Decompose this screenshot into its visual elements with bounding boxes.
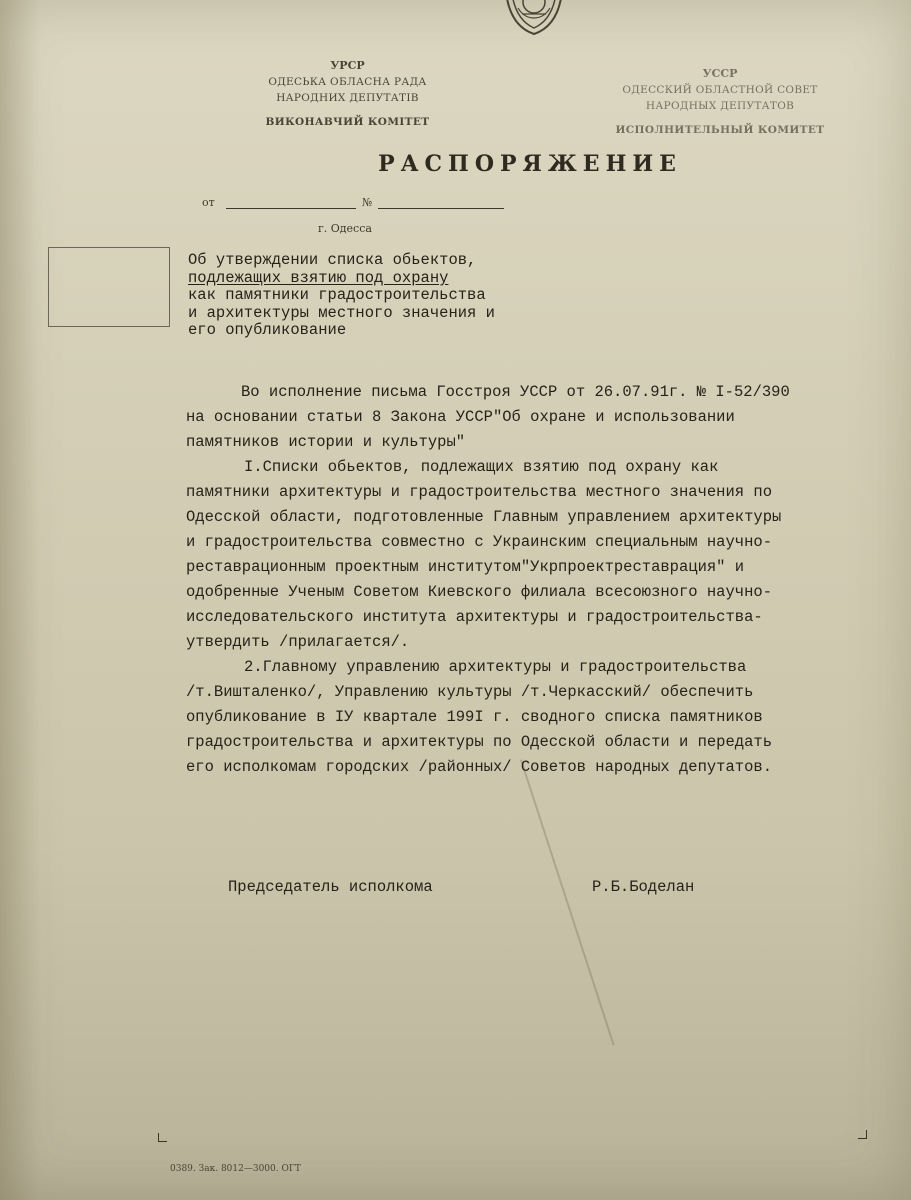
state-emblem-icon xyxy=(500,0,568,38)
signature-block xyxy=(228,878,728,896)
header-left xyxy=(235,58,460,130)
body-line: памятников истории и культуры" xyxy=(186,433,466,451)
crop-mark-bottom-right xyxy=(858,1130,867,1139)
header-right-executive: ИСПОЛНИТЕЛЬНЫЙ КОМИТЕТ xyxy=(615,124,825,136)
crop-mark-bottom-left xyxy=(158,1133,167,1142)
date-number-line xyxy=(202,196,512,212)
registration-stamp-box xyxy=(48,247,170,327)
header-right-state: УССР xyxy=(702,67,738,80)
body-line: памятники архитектуры и градостроительства местного значения по xyxy=(186,483,772,501)
header-left-executive: ВИКОНАВЧИЙ КОМІТЕТ xyxy=(265,116,430,128)
header-left-council-line2: НАРОДНИХ ДЕПУТАТІВ xyxy=(276,92,419,104)
body-line: утвердить /прилагается/. xyxy=(186,633,410,651)
paper-crease xyxy=(520,759,615,1045)
body-line: /т.Вишталенко/, Управлению культуры /т.Черкасский/ обеспечить xyxy=(186,683,754,701)
header-right-council-line2: НАРОДНЫХ ДЕПУТАТОВ xyxy=(645,100,795,112)
header-right xyxy=(600,66,840,138)
body-line: Во исполнение письма Госстроя УССР от 26.07.91г. № I-52/390 xyxy=(241,383,790,401)
subject-line: Об утверждении списка обьектов, xyxy=(188,251,477,269)
signatory-position: Председатель исполкома xyxy=(228,878,433,896)
document-title: РАСПОРЯЖЕНИЕ xyxy=(378,151,682,177)
number-label: № xyxy=(362,196,373,209)
body-line: на основании статьи 8 Закона УССР"Об охране и использовании xyxy=(186,408,735,426)
body-line: Одесской области, подготовленные Главным управлением архитектуры xyxy=(186,508,782,526)
body-line: одобренные Ученым Советом Киевского филиала всесоюзного научно- xyxy=(186,583,772,601)
signatory-name: Р.Б.Боделан xyxy=(592,878,695,896)
city-line: г. Одесса xyxy=(318,222,372,235)
subject-line: подлежащих взятию под охрану xyxy=(188,268,449,287)
subject-line: его опубликование xyxy=(188,321,347,339)
header-left-council-line1: ОДЕСЬКА ОБЛАСНА РАДА xyxy=(268,76,427,88)
subject-block xyxy=(188,252,588,340)
body-line: 2.Главному управлению архитектуры и градостроительства xyxy=(244,658,747,676)
body-line: реставрационным проектным институтом"Укрпроектреставрация" и xyxy=(186,558,745,576)
body-line: опубликование в IУ квартале 199I г. сводного списка памятников xyxy=(186,708,763,726)
date-from-label: от xyxy=(202,196,215,209)
header-right-council-line1: ОДЕССКИЙ ОБЛАСТНОЙ СОВЕТ xyxy=(622,84,818,96)
body-line: I.Списки обьектов, подлежащих взятию под охрану как xyxy=(244,458,719,476)
order-body xyxy=(186,380,886,780)
print-code: 0389. Зак. 8012—3000. ОГТ xyxy=(170,1164,301,1174)
body-line: градостроительства и архитектуры по Одесской области и передать xyxy=(186,733,772,751)
subject-line: и архитектуры местного значения и xyxy=(188,303,495,322)
page-shadow xyxy=(0,0,40,1200)
subject-line: как памятники градостроительства xyxy=(188,286,486,304)
date-blank-line xyxy=(226,208,356,209)
number-blank-line xyxy=(378,208,504,209)
body-line: и градостроительства совместно с Украинским специальным научно- xyxy=(186,533,772,551)
body-line: исследовательского института архитектуры и градостроительства- xyxy=(186,608,763,626)
header-left-state: УРСР xyxy=(330,59,365,72)
body-line: его исполкомам городских /районных/ Советов народных депутатов. xyxy=(186,758,772,776)
